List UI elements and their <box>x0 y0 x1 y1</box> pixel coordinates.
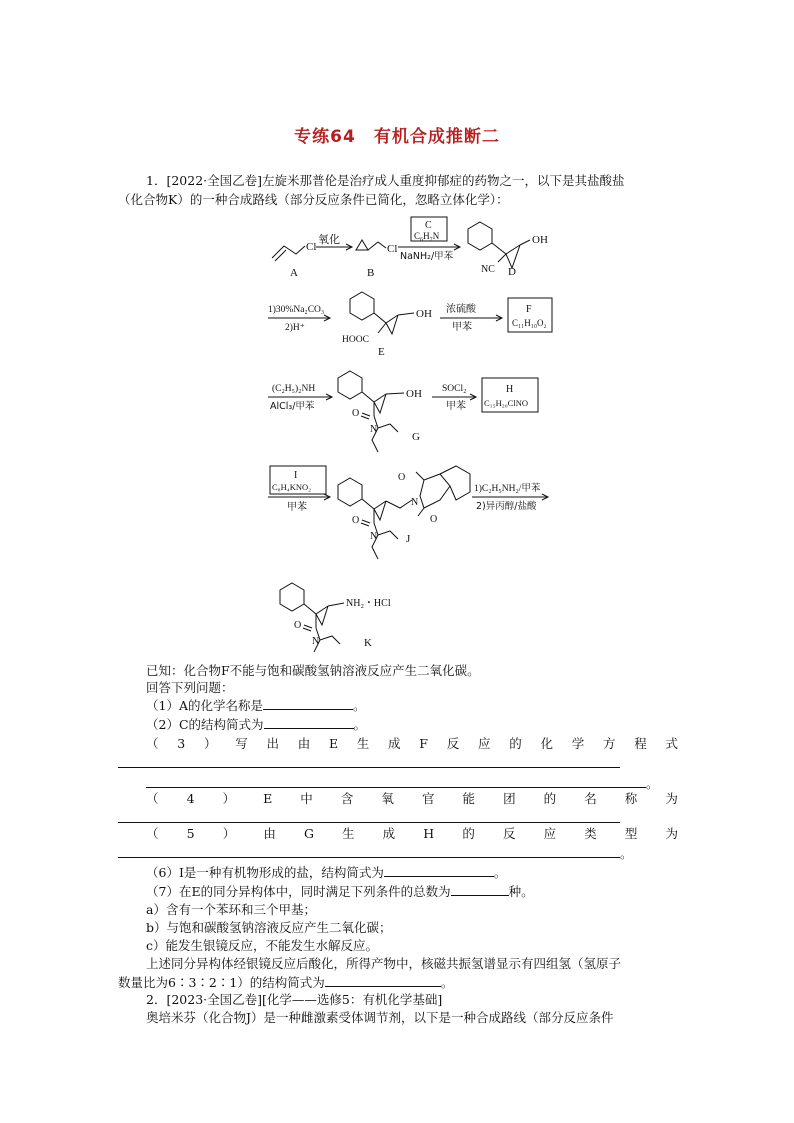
spaced-char: 生 <box>342 826 355 841</box>
q1-part5-line2: 。 <box>118 845 633 862</box>
label-G-oh: OH <box>406 388 422 400</box>
label-C-formula: C₆H₇N <box>414 231 440 241</box>
spaced-char: 写 <box>235 736 248 751</box>
spaced-char: 团 <box>503 791 516 806</box>
label-B-cl: Cl <box>387 243 398 255</box>
label-J: J <box>406 533 411 545</box>
label-K-o: O <box>294 620 302 631</box>
spaced-char: （ <box>146 826 159 841</box>
label-C: C <box>425 220 432 231</box>
q1-part5 <box>146 826 678 842</box>
step2-label: NaNH₂/甲苯 <box>400 251 454 262</box>
spaced-char: 由 <box>297 736 311 751</box>
label-J-imide-o2: O <box>430 514 438 525</box>
label-B: B <box>367 267 375 279</box>
label-K-nh2hcl: NH₂・HCl <box>346 598 391 609</box>
label-J-imide-n: N <box>411 497 419 508</box>
spaced-char: 成 <box>382 826 396 841</box>
answer-blank-3a[interactable] <box>118 767 620 768</box>
q1-condition-a: a）含有一个苯环和三个甲基； <box>146 902 316 917</box>
spaced-char: 的 <box>462 826 475 841</box>
q1-part1: （1）A的化学名称是 。 <box>146 698 366 713</box>
spaced-char: 出 <box>266 736 279 751</box>
spaced-char: 类 <box>584 826 597 841</box>
label-E-oh: OH <box>416 308 432 320</box>
step4a-label: 浓硫酸 <box>446 304 476 315</box>
spaced-char: 型 <box>624 826 638 841</box>
label-I-formula: C₈H₄KNO₂ <box>272 482 312 492</box>
spaced-char: 含 <box>340 791 354 806</box>
label-F-formula: C₁₁H₁₀O₂ <box>512 318 547 328</box>
label-D-oh: OH <box>532 234 548 246</box>
step6a-label: SOCl₂ <box>442 384 467 394</box>
q1-part3 <box>146 736 678 752</box>
step5b-label: AlCl₃/甲苯 <box>270 401 315 412</box>
spaced-char: H <box>423 826 435 841</box>
spaced-char: ） <box>222 826 236 841</box>
label-G: G <box>412 431 420 443</box>
step6b-label: 甲苯 <box>446 401 466 412</box>
label-J-imide-o1: O <box>398 472 406 483</box>
q1-part3-line2: 。 <box>146 775 659 792</box>
step8a-label: 1)C₂H₅NH₂/甲苯 <box>474 484 541 494</box>
spaced-char: 官 <box>421 791 435 806</box>
spaced-char: E <box>263 791 273 806</box>
q1-known: 已知：化合物F不能与饱和碳酸氢钠溶液反应产生二氧化碳。 <box>146 663 480 678</box>
label-J-n: N <box>370 531 378 542</box>
label-F: F <box>526 304 532 315</box>
label-K-n: N <box>312 636 320 647</box>
spaced-char: 4 <box>186 791 195 806</box>
step1-label: 氧化 <box>318 233 340 246</box>
q1-condition-c: c）能发生银镜反应，不能发生水解反应。 <box>146 938 379 953</box>
q1-part6: （6）I是一种有机物形成的盐，结构简式为 。 <box>146 865 507 880</box>
label-A-cl: Cl <box>306 241 317 253</box>
label-H-formula: C₁₅H₂₀ClNO <box>484 398 528 408</box>
spaced-char: G <box>303 826 314 841</box>
spaced-char: E <box>328 736 339 751</box>
answer-blank-6[interactable] <box>384 864 494 877</box>
spaced-char: 应 <box>543 826 557 841</box>
spaced-char: （ <box>146 736 159 751</box>
answer-blank-7[interactable] <box>451 883 509 896</box>
spaced-char: 能 <box>462 791 476 806</box>
label-E: E <box>378 346 385 358</box>
answer-blank-2[interactable] <box>264 716 354 729</box>
spaced-char: 学 <box>571 736 585 751</box>
spaced-char: 反 <box>502 826 516 841</box>
answer-blank-4[interactable] <box>118 822 620 823</box>
label-G-o: O <box>352 408 360 419</box>
answer-blank-8[interactable] <box>325 974 441 987</box>
page-title: 专练64 有机合成推断二 <box>294 127 500 147</box>
q1-follow-line2: 数量比为6∶3∶2∶1）的结构简式为 。 <box>118 975 454 990</box>
spaced-char: 5 <box>186 826 195 841</box>
answer-blank-3b[interactable] <box>146 775 646 788</box>
answer-blank-5[interactable] <box>118 845 620 858</box>
spaced-char: 中 <box>300 791 313 806</box>
spaced-char: 成 <box>388 736 401 751</box>
q1-follow-line1: 上述同分异构体经银镜反应后酸化，所得产物中，核磁共振氢谱显示有四组氢（氢原子 <box>146 956 622 971</box>
spaced-char: 为 <box>665 791 678 806</box>
spaced-char: 名 <box>584 791 597 806</box>
label-I: I <box>294 470 298 481</box>
spaced-char: 的 <box>509 736 522 751</box>
spaced-char: 称 <box>624 791 638 806</box>
answer-blank-1[interactable] <box>263 697 353 710</box>
label-H: H <box>506 384 514 395</box>
q1-intro-line2: （化合物K）的一种合成路线（部分反应条件已简化，忽略立体化学）： <box>118 192 509 207</box>
q2-intro: 奥培米芬（化合物J）是一种雌激素受体调节剂，以下是一种合成路线（部分反应条件 <box>146 1010 614 1025</box>
spaced-char: 式 <box>665 736 678 751</box>
q1-intro-line1: 1．[2022·全国乙卷]左旋米那普伦是治疗成人重度抑郁症的药物之一，以下是其盐酸盐 <box>146 173 625 188</box>
spaced-char: 应 <box>477 736 491 751</box>
label-G-n: N <box>370 424 378 435</box>
spaced-char: 反 <box>446 736 460 751</box>
label-E-hooc: HOOC <box>342 335 369 345</box>
q1-answer-prompt: 回答下列问题： <box>146 680 234 695</box>
q1-part7: （7）在E的同分异构体中，同时满足下列条件的总数为 种。 <box>146 884 534 899</box>
spaced-char: 3 <box>177 736 186 751</box>
spaced-char: 为 <box>665 826 678 841</box>
spaced-char: 由 <box>263 826 276 841</box>
spaced-char: 化 <box>540 736 553 751</box>
q1-condition-b: b）与饱和碳酸氢钠溶液反应产生二氧化碳； <box>146 920 392 935</box>
q1-part4 <box>146 791 678 807</box>
spaced-char: （ <box>146 791 159 806</box>
step3b-label: 2)H⁺ <box>285 323 305 333</box>
spaced-char: 方 <box>602 736 616 751</box>
spaced-char: 氧 <box>381 791 394 806</box>
spaced-char: 的 <box>543 791 557 806</box>
q2-header: 2．[2023·全国乙卷][化学——选修5：有机化学基础] <box>146 992 443 1007</box>
spaced-char: ） <box>222 791 236 806</box>
label-D: D <box>508 266 516 278</box>
label-J-o: O <box>352 515 360 526</box>
step5a-label: (C₂H₅)₂NH <box>272 384 316 394</box>
step3a-label: 1)30%Na₂CO₃ <box>268 305 325 315</box>
label-D-nc: NC <box>481 264 495 275</box>
spaced-char: 生 <box>356 736 370 751</box>
step7b-label: 甲苯 <box>287 502 307 513</box>
q1-part2: （2）C的结构简式为 。 <box>146 717 367 732</box>
label-K: K <box>364 637 372 649</box>
step4b-label: 甲苯 <box>452 322 472 333</box>
spaced-char: ） <box>203 736 217 751</box>
spaced-char: F <box>419 736 428 751</box>
label-A: A <box>290 267 298 279</box>
spaced-char: 程 <box>634 736 647 751</box>
step8b-label: 2)异丙醇/盐酸 <box>476 501 537 512</box>
